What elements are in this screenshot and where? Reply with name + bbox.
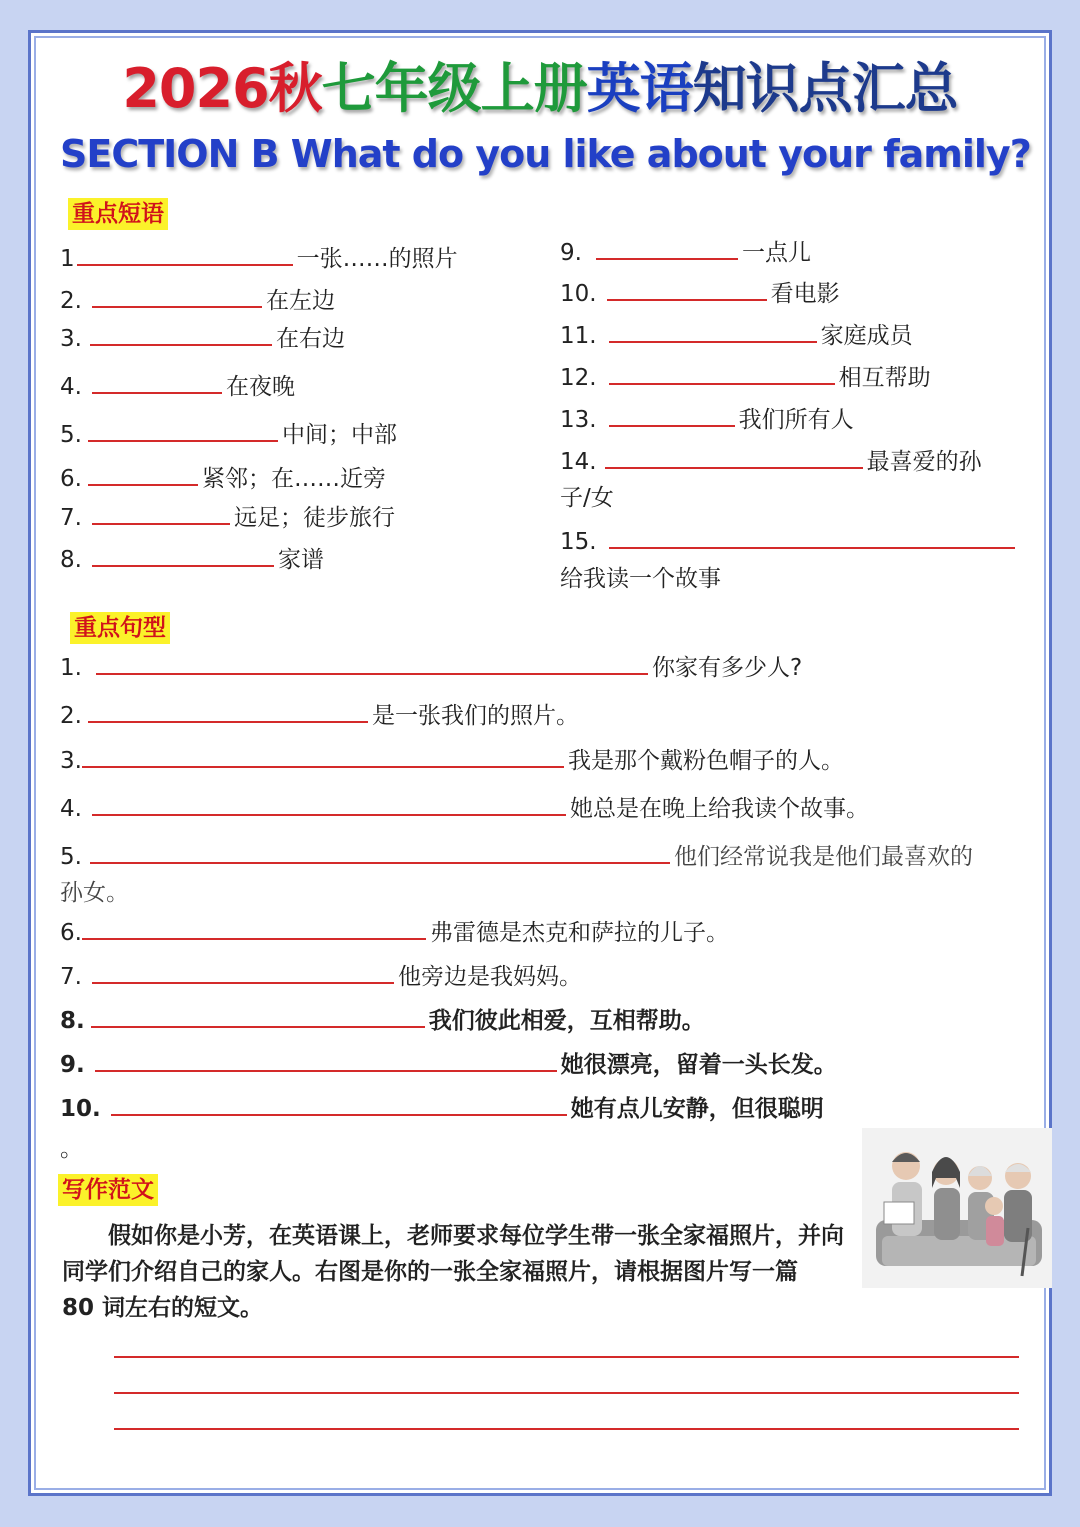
- answer-blank[interactable]: [609, 405, 735, 427]
- family-icon: [862, 1128, 1052, 1288]
- answer-blank[interactable]: [88, 464, 198, 486]
- phrase-item: 9. 一点儿: [560, 240, 811, 266]
- answer-blank[interactable]: [92, 286, 262, 308]
- title-subject: 英语: [586, 57, 693, 120]
- sentence-item: 2. 是一张我们的照片。: [60, 703, 579, 729]
- answer-blank[interactable]: [90, 324, 272, 346]
- phrase-item: 3. 在右边: [60, 326, 345, 352]
- writing-heading: 写作范文: [58, 1174, 158, 1206]
- sentences-heading: 重点句型: [70, 612, 170, 644]
- sentence-item: 10. 她有点儿安静，但很聪明: [60, 1096, 824, 1122]
- answer-blank[interactable]: [92, 962, 394, 984]
- prompt-line: 假如你是小芳，在英语课上，老师要求每位学生带一张全家福照片，并向: [108, 1223, 844, 1249]
- sentence-item-continuation: 孙女。: [60, 880, 129, 906]
- phrase-item: 7. 远足；徒步旅行: [60, 505, 395, 531]
- answer-blank[interactable]: [82, 918, 426, 940]
- phrase-item-continuation: 给我读一个故事: [560, 566, 721, 592]
- phrases-heading: 重点短语: [68, 198, 168, 230]
- sentence-item: 1. 你家有多少人?: [60, 655, 803, 681]
- answer-blank[interactable]: [111, 1094, 567, 1116]
- sentence-item: 4. 她总是在晚上给我读个故事。: [60, 796, 869, 822]
- phrase-item: 15.: [560, 527, 1019, 557]
- title-year: 2026秋: [122, 57, 322, 120]
- prompt-line: 同学们介绍自己的家人。右图是你的一张全家福照片，请根据图片写一篇: [62, 1259, 798, 1285]
- answer-blank[interactable]: [596, 238, 738, 260]
- answer-blank[interactable]: [609, 321, 817, 343]
- answer-blank[interactable]: [605, 447, 863, 469]
- sentence-item: 5. 他们经常说我是他们最喜欢的: [60, 844, 973, 870]
- writing-answer-line[interactable]: [114, 1392, 1019, 1394]
- answer-blank[interactable]: [90, 842, 670, 864]
- answer-blank[interactable]: [82, 746, 564, 768]
- prompt-line: 80 词左右的短文。: [62, 1295, 264, 1321]
- phrase-item: 4. 在夜晚: [60, 374, 295, 400]
- section-subtitle: SECTION B What do you like about your family?: [60, 132, 1031, 176]
- answer-blank[interactable]: [77, 244, 293, 266]
- answer-blank[interactable]: [95, 1050, 557, 1072]
- sentence-item: 8. 我们彼此相爱，互相帮助。: [60, 1008, 705, 1034]
- phrase-item: 10. 看电影: [560, 281, 840, 307]
- answer-blank[interactable]: [92, 794, 566, 816]
- writing-prompt: [62, 1218, 862, 1326]
- phrase-item: 8. 家谱: [60, 547, 324, 573]
- answer-blank[interactable]: [92, 545, 274, 567]
- answer-blank[interactable]: [88, 701, 368, 723]
- sentence-item: 3. 我是那个戴粉色帽子的人。: [60, 748, 844, 774]
- phrase-item: 11. 家庭成员: [560, 323, 913, 349]
- phrase-item: 13. 我们所有人: [560, 407, 854, 433]
- page-title: [0, 46, 1080, 123]
- sentence-item: 7. 他旁边是我妈妈。: [60, 964, 582, 990]
- answer-blank[interactable]: [92, 503, 230, 525]
- sentence-item-continuation: 。: [60, 1136, 83, 1162]
- writing-answer-line[interactable]: [114, 1428, 1019, 1430]
- writing-answer-line[interactable]: [114, 1356, 1019, 1358]
- sentence-item: 9. 她很漂亮，留着一头长发。: [60, 1052, 837, 1078]
- phrase-item: 14. 最喜爱的孙: [560, 449, 982, 475]
- title-topic: 知识点汇总: [692, 57, 958, 120]
- phrase-item: 12. 相互帮助: [560, 365, 931, 391]
- answer-blank[interactable]: [92, 372, 222, 394]
- answer-blank[interactable]: [609, 527, 1015, 549]
- answer-blank[interactable]: [88, 420, 278, 442]
- phrase-item: 2. 在左边: [60, 288, 335, 314]
- phrase-item-continuation: 子/女: [560, 485, 614, 511]
- phrase-item: 6. 紧邻；在……近旁: [60, 466, 386, 492]
- answer-blank[interactable]: [96, 653, 648, 675]
- sentence-item: 6. 弗雷德是杰克和萨拉的儿子。: [60, 920, 729, 946]
- answer-blank[interactable]: [609, 363, 835, 385]
- title-grade: 七年级上册: [321, 57, 587, 120]
- answer-blank[interactable]: [91, 1006, 425, 1028]
- phrase-item: 1 一张……的照片: [60, 246, 458, 272]
- phrase-item: 5. 中间；中部: [60, 422, 397, 448]
- family-photo-illustration: [862, 1128, 1052, 1288]
- answer-blank[interactable]: [607, 279, 767, 301]
